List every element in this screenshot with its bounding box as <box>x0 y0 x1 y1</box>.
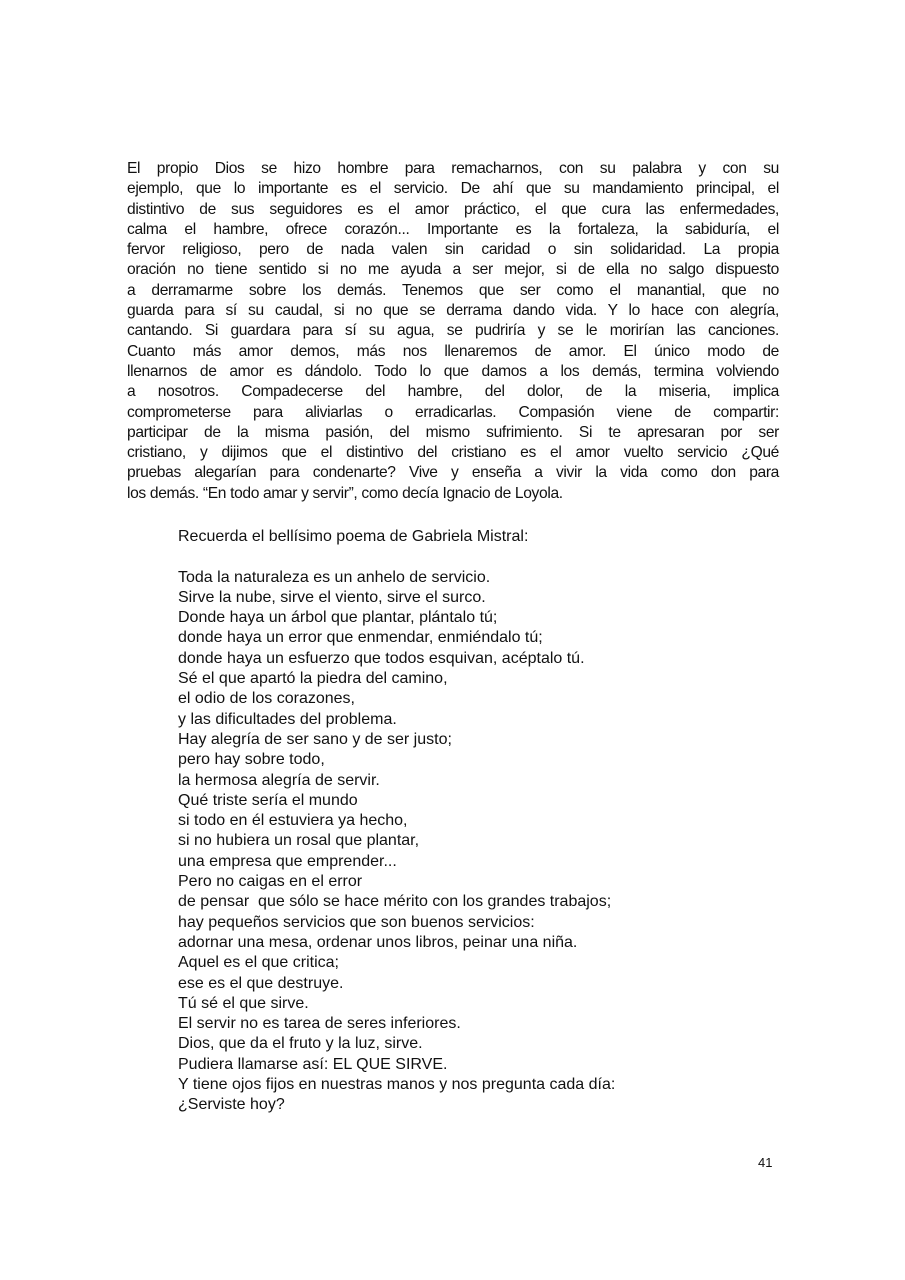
poem-line: de pensar que sólo se hace mérito con los grandes trabajos; <box>178 893 612 911</box>
paragraph-line: comprometerse para aliviarlas o erradicarlas. Compasión viene de compartir: <box>127 403 779 421</box>
poem-line: la hermosa alegría de servir. <box>178 771 380 789</box>
poem-line: adornar una mesa, ordenar unos libros, peinar una niña. <box>178 933 578 951</box>
paragraph-line: oración no tiene sentido si no me ayuda a ser mejor, si de ella no salgo dispuesto <box>127 261 779 279</box>
paragraph-line: participar de la misma pasión, del mismo sufrimiento. Si te apresaran por ser <box>127 423 779 441</box>
poem-line: Pudiera llamarse así: EL QUE SIRVE. <box>178 1055 448 1073</box>
paragraph-line: ejemplo, que lo importante es el servicio. De ahí que su mandamiento principal, el <box>127 180 779 198</box>
poem-line: Aquel es el que critica; <box>178 954 339 972</box>
paragraph-line: calma el hambre, ofrece corazón... Importante es la fortaleza, la sabiduría, el <box>127 220 779 238</box>
paragraph-line: a derramarme sobre los demás. Tenemos que ser como el manantial, que no <box>127 281 779 299</box>
poem-line: Donde haya un árbol que plantar, plántalo tú; <box>178 609 498 627</box>
poem-line: donde haya un esfuerzo que todos esquivan, acéptalo tú. <box>178 649 585 667</box>
paragraph-line: cristiano, y dijimos que el distintivo del cristiano es el amor vuelto servicio ¿Qué <box>127 444 779 462</box>
body-paragraph <box>127 159 779 504</box>
poem-line: ¿Serviste hoy? <box>178 1096 285 1114</box>
poem-line: Sirve la nube, sirve el viento, sirve el surco. <box>178 588 486 606</box>
paragraph-line: cantando. Si guardara para sí su agua, se pudriría y se le morirían las canciones. <box>127 322 779 340</box>
paragraph-line: los demás. “En todo amar y servir”, como decía Ignacio de Loyola. <box>127 484 563 502</box>
poem-line: y las dificultades del problema. <box>178 710 397 728</box>
paragraph-line: El propio Dios se hizo hombre para remacharnos, con su palabra y con su <box>127 160 779 177</box>
paragraph-line: distintivo de sus seguidores es el amor práctico, el que cura las enfermedades, <box>127 200 779 218</box>
paragraph-line: pruebas alegarían para condenarte? Vive y enseña a vivir la vida como don para <box>127 464 779 482</box>
poem-line: Hay alegría de ser sano y de ser justo; <box>178 730 452 748</box>
poem-line: hay pequeños servicios que son buenos servicios: <box>178 913 535 931</box>
poem-line: Toda la naturaleza es un anhelo de servicio. <box>178 568 491 586</box>
poem-line: pero hay sobre todo, <box>178 751 325 769</box>
poem-line: Qué triste sería el mundo <box>178 791 358 809</box>
paragraph-line: fervor religioso, pero de nada valen sin caridad o sin solidaridad. La propia <box>127 241 779 259</box>
poem-lines <box>178 568 778 1116</box>
paragraph-line: guarda para sí su caudal, si no que se derrama dando vida. Y lo hace con alegría, <box>127 302 779 320</box>
poem-line: donde haya un error que enmendar, enmiéndalo tú; <box>178 629 543 647</box>
page-number: 41 <box>758 1155 773 1170</box>
poem-line: Y tiene ojos fijos en nuestras manos y nos pregunta cada día: <box>178 1076 616 1094</box>
poem-intro: Recuerda el bellísimo poema de Gabriela Mistral: <box>178 528 529 545</box>
poem-line: si todo en él estuviera ya hecho, <box>178 812 408 830</box>
poem-line: el odio de los corazones, <box>178 690 355 708</box>
blank-line <box>178 547 778 567</box>
paragraph-line: a nosotros. Compadecerse del hambre, del dolor, de la miseria, implica <box>127 383 779 401</box>
poem-block <box>178 527 778 1116</box>
paragraph-line: Cuanto más amor demos, más nos llenaremos de amor. El único modo de <box>127 342 779 360</box>
paragraph-line: llenarnos de amor es dándolo. Todo lo que damos a los demás, termina volviendo <box>127 362 779 380</box>
poem-line: si no hubiera un rosal que plantar, <box>178 832 420 850</box>
poem-line: Sé el que apartó la piedra del camino, <box>178 670 448 688</box>
poem-line: Dios, que da el fruto y la luz, sirve. <box>178 1035 423 1053</box>
poem-line: ese es el que destruye. <box>178 974 344 992</box>
poem-line: Tú sé el que sirve. <box>178 994 309 1012</box>
poem-line: Pero no caigas en el error <box>178 873 363 891</box>
poem-line: El servir no es tarea de seres inferiores. <box>178 1015 461 1033</box>
poem-line: una empresa que emprender... <box>178 852 397 870</box>
